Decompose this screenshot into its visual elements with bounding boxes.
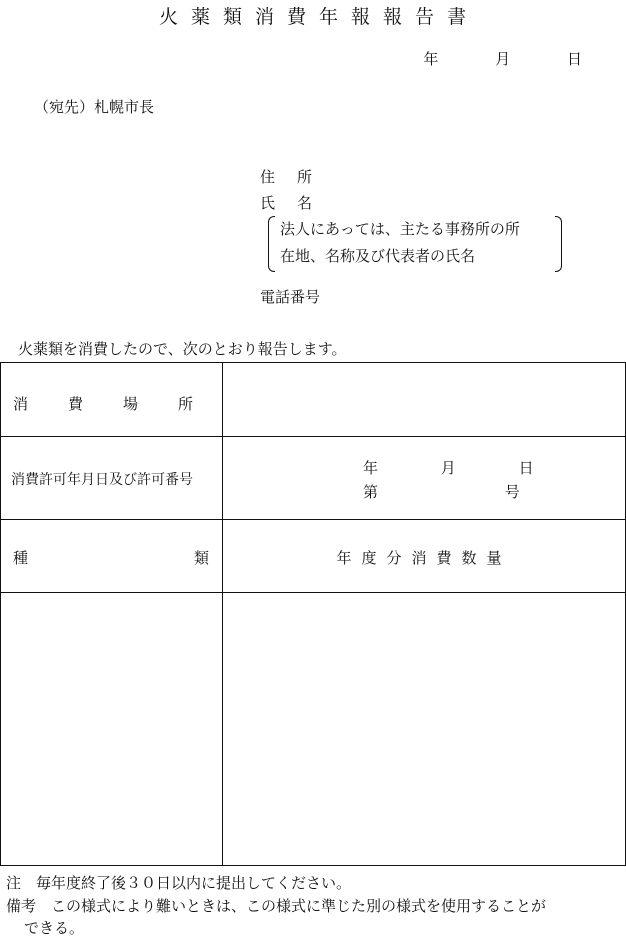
name-label: 氏名 bbox=[260, 194, 335, 212]
permit-number-suffix: 号 bbox=[504, 483, 520, 501]
report-date bbox=[423, 48, 582, 69]
annual-consumption-header: 年度分消費数量 bbox=[336, 549, 512, 567]
remark-text-line2: できる。 bbox=[24, 919, 85, 937]
intro-statement: 火薬類を消費したので、次のとおり報告します。 bbox=[18, 340, 347, 358]
corporation-note-line2: 在地、名称及び代表者の氏名 bbox=[280, 247, 476, 265]
note-text: 注 毎年度終了後３０日以内に提出してください。 bbox=[6, 874, 352, 892]
addressee: （宛先）札幌市長 bbox=[34, 98, 155, 116]
permit-day-label: 日 bbox=[518, 459, 534, 477]
date-month-label: 月 bbox=[495, 50, 511, 68]
remark-text-line1: 備考 この様式により難いときは、この様式に準じた別の様式を使用することが bbox=[6, 897, 547, 915]
permit-number bbox=[363, 481, 520, 502]
phone-label: 電話番号 bbox=[260, 288, 321, 306]
left-bracket bbox=[268, 216, 275, 272]
permit-date bbox=[363, 457, 534, 478]
report-table bbox=[0, 362, 626, 866]
type-label bbox=[13, 547, 209, 568]
right-bracket bbox=[555, 216, 562, 272]
corporation-note-line1: 法人にあっては、主たる事務所の所 bbox=[280, 220, 520, 238]
consumption-place-label: 消費場所 bbox=[13, 395, 234, 413]
type-label-right: 類 bbox=[193, 549, 209, 567]
column-divider bbox=[222, 363, 223, 865]
row-divider bbox=[1, 592, 625, 593]
permit-month-label: 月 bbox=[440, 459, 456, 477]
row-divider bbox=[1, 519, 625, 520]
corporation-note bbox=[268, 216, 562, 272]
permit-year-label: 年 bbox=[363, 459, 379, 477]
type-label-left: 種 bbox=[13, 549, 29, 567]
document-title: 火薬類消費年報報告書 bbox=[158, 6, 479, 28]
permit-date-number-label: 消費許可年月日及び許可番号 bbox=[11, 472, 193, 488]
date-day-label: 日 bbox=[566, 50, 582, 68]
permit-number-prefix: 第 bbox=[363, 483, 379, 501]
date-year-label: 年 bbox=[423, 50, 439, 68]
row-divider bbox=[1, 436, 625, 437]
address-label: 住所 bbox=[260, 168, 335, 186]
